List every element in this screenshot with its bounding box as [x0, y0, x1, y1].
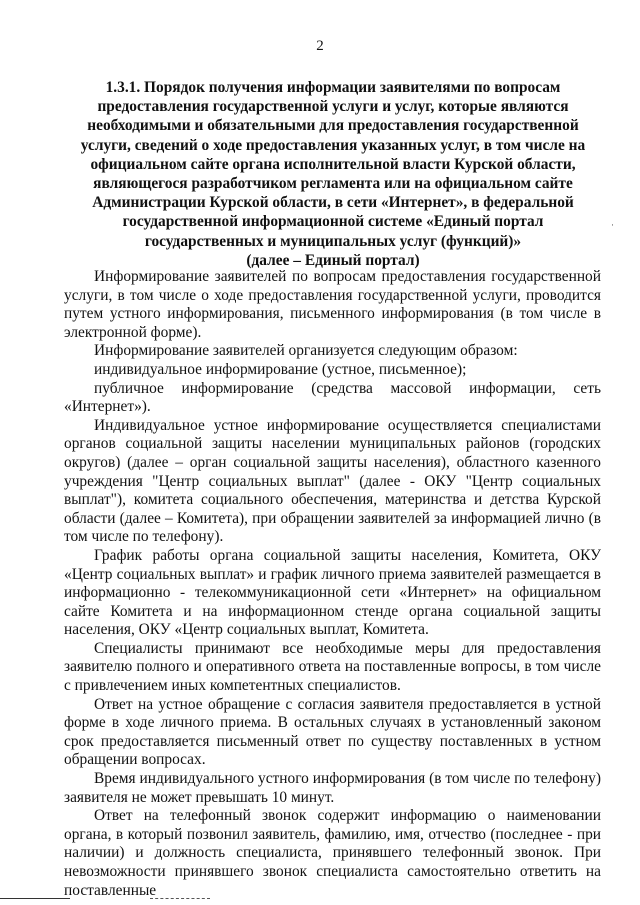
section-heading [66, 78, 600, 270]
heading-line: официальном сайте органа исполнительной власти Курской области, [90, 155, 576, 173]
paragraph: Индивидуальное устное информирование осуществляется специалистами органов социальной защиты населении муниципальных районов (городских округов) (далее – орган социальной защиты населения), областного казенного учреждения "Центр социальных выплат" (далее - ОКУ "Центр социальных выплат"), комитета социального обеспечения, материнства и детства Курской области (далее – Комитета), при обращении заявителей за информацией лично (в том числе по телефону). [64, 416, 601, 546]
heading-line: являющегося разработчиком регламента или на официальном сайте [93, 175, 573, 193]
footer-rule [150, 898, 210, 899]
scan-mark: · [611, 220, 614, 230]
paragraph: График работы органа социальной защиты населения, Комитета, ОКУ «Центр социальных выплат» и график личного приема заявителей размещается в информационно - телекоммуникационной сети «Интернет» на официальном сайте Комитета и на информационном стенде органа социальной защиты населения, ОКУ «Центр социальных выплат, Комитета. [64, 546, 601, 639]
footer-rule [0, 898, 70, 899]
heading-line: Администрации Курской области, в сети «Интернет», в федеральной [92, 194, 574, 212]
paragraph: Ответ на устное обращение с согласия заявителя предоставляется в устной форме в ходе личного приема. В остальных случаях в установленный законом срок предоставляется письменный ответ по существу поставленных в устном обращении вопросах. [64, 695, 601, 769]
heading-line: государственных и муниципальных услуг (функций)» [144, 232, 522, 250]
paragraph: Время индивидуального устного информирования (в том числе по телефону) заявителя не может превышать 10 минут. [64, 770, 601, 806]
body-text [64, 268, 601, 900]
paragraph: Информирование заявителей организуется следующим образом: [94, 342, 518, 360]
heading-line: (далее – Единый портал) [246, 251, 420, 269]
heading-line: государственной информационной системе «Единый портал [122, 213, 544, 231]
heading-line: услуги, сведений о ходе предоставления указанных услуг, в том числе на [80, 136, 586, 154]
paragraph: Специалисты принимают все необходимые меры для предоставления заявителю полного и оперативного ответа на поставленные вопросы, в том числе с привлечением иных компетентных специалистов. [64, 639, 601, 695]
paragraph: индивидуальное информирование (устное, письменное); [94, 360, 467, 378]
page-number: 2 [316, 38, 324, 54]
paragraph: Информирование заявителей по вопросам предоставления государственной услуги, в том числе о ходе предоставления государственной услуги, проводится путем устного информирования, письменного информирования (в том числе в электронной форме). [64, 268, 601, 341]
heading-line: 1.3.1. Порядок получения информации заявителями по вопросам [105, 79, 561, 96]
paragraph: Ответ на телефонный звонок содержит информацию о наименовании органа, в который позвонил заявитель, фамилию, имя, отчество (последнее - при наличии) и должность специалиста, принявшего телефонный звонок. При невозможности принявшего звонок специалиста самостоятельно ответить на поставленные [64, 807, 601, 899]
paragraph: публичное информирование (средства массовой информации, сеть «Интернет»). [64, 379, 601, 416]
heading-line: предоставления государственной услуги и услуг, которые являются [97, 98, 569, 116]
heading-line: необходимыми и обязательными для предоставления государственной [87, 117, 579, 135]
